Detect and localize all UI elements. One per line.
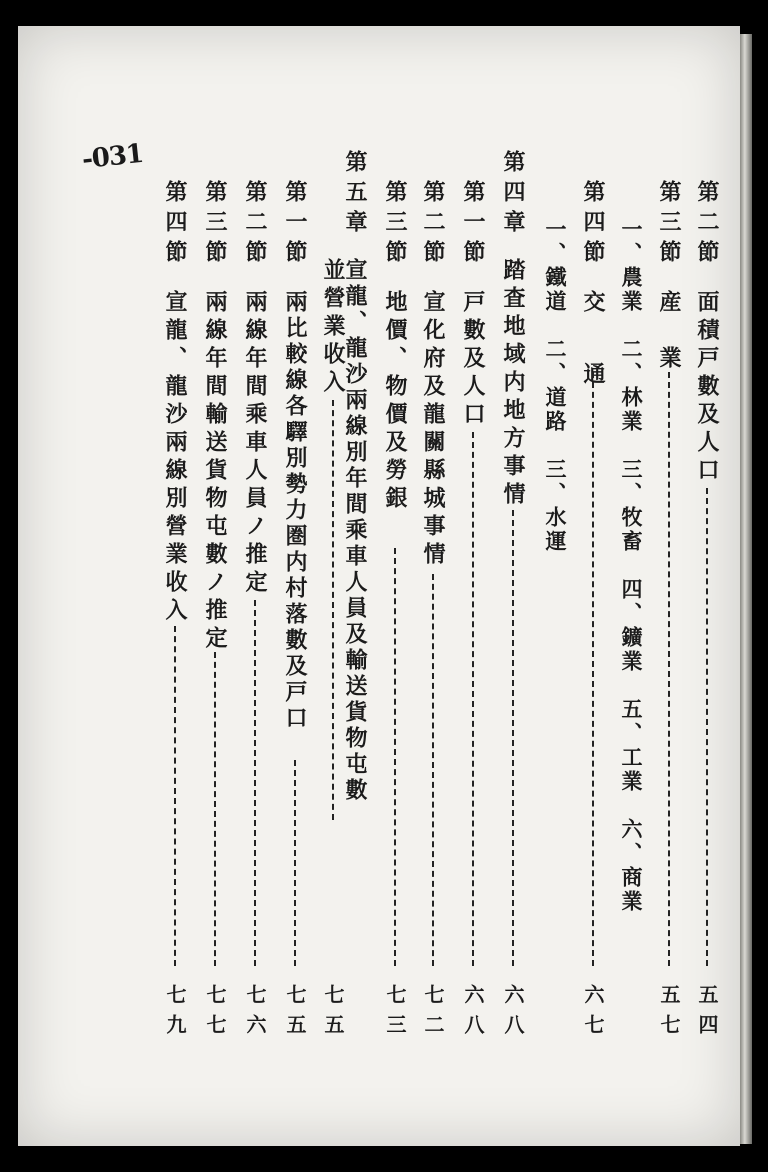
section-label: 第一節 bbox=[460, 180, 486, 270]
entry-title: 地價、物價及勞銀 bbox=[382, 290, 408, 514]
entry-title: 兩線年間輸送貨物屯數ノ推定 bbox=[202, 290, 228, 654]
entry-title: 兩比較線各驛別勢力圏内村落數及戸口 bbox=[282, 290, 308, 732]
entry-subitems: 一、農業 二、林業 三、牧畜 四、鑛業 五、工業 六、商業 bbox=[619, 218, 644, 914]
page-ref: 七五 bbox=[283, 984, 307, 1044]
dot-leader bbox=[394, 548, 396, 966]
page-ref: 六七 bbox=[581, 984, 605, 1044]
dot-leader bbox=[706, 488, 708, 966]
dot-leader bbox=[294, 760, 296, 966]
page-ref: 七五 bbox=[321, 984, 345, 1044]
dot-leader bbox=[432, 574, 434, 966]
entry-title: 産 業 bbox=[656, 290, 682, 374]
dot-leader bbox=[332, 400, 334, 820]
book-spine bbox=[740, 34, 752, 1144]
dot-leader bbox=[254, 600, 256, 966]
entry-title: 宣龍、龍沙兩線別年間乘車人員及輸送貨物屯數 bbox=[342, 258, 368, 804]
entry-subitems: 一、鐵道 二、道路 三、水運 bbox=[543, 218, 568, 554]
dot-leader bbox=[174, 626, 176, 966]
entry-title: 並營業收入 bbox=[320, 258, 346, 398]
page-ref: 七三 bbox=[383, 984, 407, 1044]
chapter-label: 第四章 bbox=[500, 150, 526, 240]
entry-title: 踏査地域内地方事情 bbox=[500, 258, 526, 510]
page-ref: 七六 bbox=[243, 984, 267, 1044]
page-ref: 七九 bbox=[163, 984, 187, 1044]
dot-leader bbox=[512, 510, 514, 966]
page-ref: 七二 bbox=[421, 984, 445, 1044]
section-label: 第三節 bbox=[202, 180, 228, 270]
section-label: 第三節 bbox=[656, 180, 682, 270]
page-ref: 六八 bbox=[461, 984, 485, 1044]
dot-leader bbox=[668, 372, 670, 966]
entry-title: 宣龍、龍沙兩線別營業收入 bbox=[162, 290, 188, 626]
entry-title: 宣化府及龍關縣城事情 bbox=[420, 290, 446, 570]
page-number: -031 bbox=[80, 138, 145, 176]
scan-edge bbox=[752, 30, 768, 1160]
section-label: 第三節 bbox=[382, 180, 408, 270]
section-label: 第四節 bbox=[580, 180, 606, 270]
dot-leader bbox=[592, 372, 594, 966]
page-ref: 五四 bbox=[695, 984, 719, 1044]
dot-leader bbox=[214, 652, 216, 966]
section-label: 第二節 bbox=[694, 180, 720, 270]
section-label: 第二節 bbox=[242, 180, 268, 270]
entry-title: 交 通 bbox=[580, 290, 606, 398]
chapter-label: 第五章 bbox=[342, 150, 368, 240]
section-label: 第四節 bbox=[162, 180, 188, 270]
entry-title: 兩線年間乘車人員ノ推定 bbox=[242, 290, 268, 598]
dot-leader bbox=[472, 432, 474, 966]
page-ref: 七七 bbox=[203, 984, 227, 1044]
page-ref: 五七 bbox=[657, 984, 681, 1044]
section-label: 第一節 bbox=[282, 180, 308, 270]
section-label: 第二節 bbox=[420, 180, 446, 270]
page-ref: 六八 bbox=[501, 984, 525, 1044]
entry-title: 面積戸數及人口 bbox=[694, 290, 720, 486]
entry-title: 戸數及人口 bbox=[460, 290, 486, 430]
